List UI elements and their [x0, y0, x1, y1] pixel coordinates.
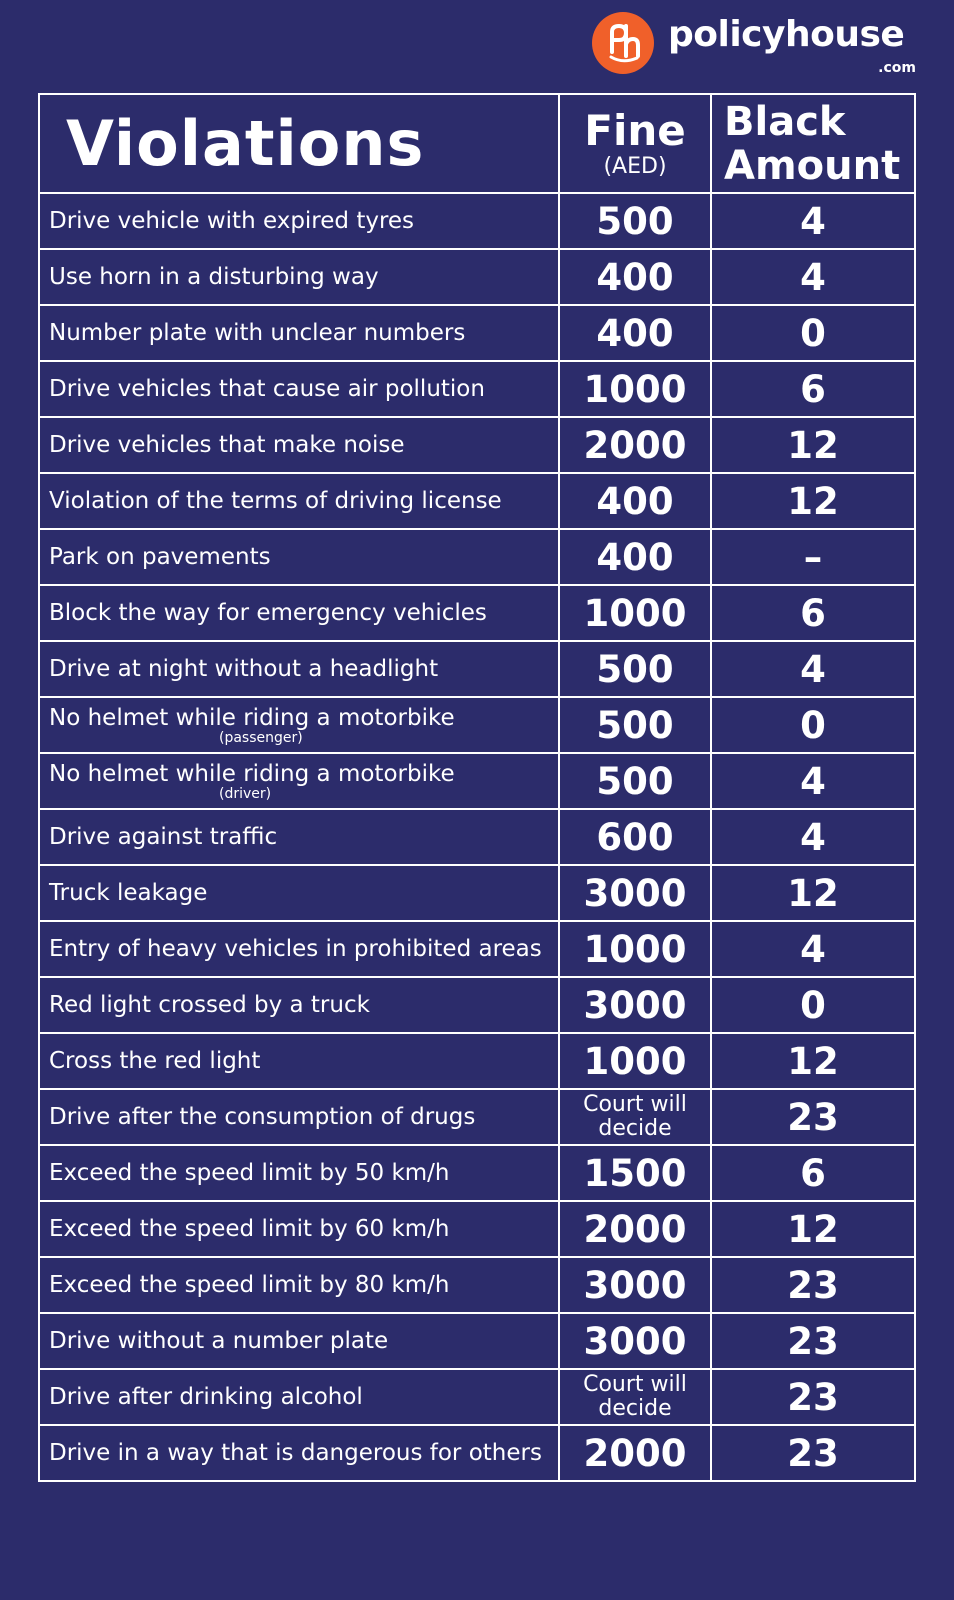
violation-text: Exceed the speed limit by 60 km/h — [49, 1216, 450, 1242]
header-black-label: Black — [724, 98, 846, 145]
black-points-cell: 0 — [711, 977, 915, 1033]
table-row — [39, 1369, 915, 1425]
black-points-cell: 12 — [711, 417, 915, 473]
violation-cell — [39, 921, 559, 977]
header-fine-label: Fine — [584, 105, 686, 155]
table-row — [39, 865, 915, 921]
violation-text: Drive vehicle with expired tyres — [49, 208, 415, 234]
table-row — [39, 1145, 915, 1201]
violation-text: Cross the red light — [49, 1048, 261, 1074]
table-row — [39, 641, 915, 697]
violation-note: (driver) — [219, 786, 272, 802]
black-points-cell: 12 — [711, 1201, 915, 1257]
violation-cell — [39, 1313, 559, 1369]
fine-cell: 1000 — [559, 1033, 711, 1089]
violation-text: Drive at night without a headlight — [49, 656, 439, 682]
fine-cell: 1000 — [559, 585, 711, 641]
black-points-cell: – — [711, 529, 915, 585]
violation-cell — [39, 249, 559, 305]
violation-text: Drive in a way that is dangerous for others — [49, 1440, 542, 1466]
black-points-cell: 23 — [711, 1425, 915, 1481]
black-points-cell: 12 — [711, 1033, 915, 1089]
fine-cell: 2000 — [559, 417, 711, 473]
black-points-cell: 23 — [711, 1313, 915, 1369]
violation-cell — [39, 641, 559, 697]
fine-cell: 400 — [559, 529, 711, 585]
black-points-cell: 4 — [711, 921, 915, 977]
fine-cell: 3000 — [559, 1257, 711, 1313]
violation-text: Drive after drinking alcohol — [49, 1384, 363, 1410]
table-row — [39, 809, 915, 865]
fine-cell: 500 — [559, 193, 711, 249]
violation-note: (passenger) — [219, 730, 303, 746]
violation-text: No helmet while riding a motorbike — [49, 705, 455, 731]
violation-cell — [39, 1425, 559, 1481]
table-row — [39, 417, 915, 473]
table-row — [39, 249, 915, 305]
violation-cell — [39, 977, 559, 1033]
black-points-cell: 4 — [711, 753, 915, 809]
black-points-cell: 4 — [711, 193, 915, 249]
table-header-row — [39, 94, 915, 193]
violation-text: Use horn in a disturbing way — [49, 264, 379, 290]
violation-cell — [39, 753, 559, 809]
header-fine — [559, 94, 711, 193]
violation-text: Drive vehicles that make noise — [49, 432, 405, 458]
violation-cell — [39, 809, 559, 865]
violation-text: Drive after the consumption of drugs — [49, 1104, 476, 1130]
violation-cell — [39, 1257, 559, 1313]
black-points-cell: 0 — [711, 697, 915, 753]
black-points-cell: 23 — [711, 1369, 915, 1425]
black-points-cell: 12 — [711, 865, 915, 921]
header-amount-label: Amount — [724, 142, 901, 189]
fine-cell: Court will decide — [559, 1369, 711, 1425]
violation-cell — [39, 585, 559, 641]
violations-table — [38, 93, 916, 1482]
fine-cell: 400 — [559, 473, 711, 529]
violation-cell — [39, 417, 559, 473]
header-violations: Violations — [39, 94, 559, 193]
table-row — [39, 1257, 915, 1313]
black-points-cell: 6 — [711, 1145, 915, 1201]
table-row — [39, 473, 915, 529]
table-row — [39, 921, 915, 977]
fine-cell: 500 — [559, 697, 711, 753]
violation-text: No helmet while riding a motorbike — [49, 761, 455, 787]
table-row — [39, 977, 915, 1033]
table-row — [39, 697, 915, 753]
black-points-cell: 23 — [711, 1257, 915, 1313]
violation-cell — [39, 1145, 559, 1201]
violation-cell — [39, 473, 559, 529]
brand-name: policyhouse — [668, 14, 905, 55]
violation-cell — [39, 1089, 559, 1145]
violation-text: Number plate with unclear numbers — [49, 320, 466, 346]
fine-cell: 1000 — [559, 921, 711, 977]
violation-cell — [39, 697, 559, 753]
table-row — [39, 1425, 915, 1481]
black-points-cell: 4 — [711, 249, 915, 305]
table-row — [39, 361, 915, 417]
table-row — [39, 585, 915, 641]
fine-cell: 3000 — [559, 865, 711, 921]
violation-cell — [39, 1033, 559, 1089]
violation-text: Drive vehicles that cause air pollution — [49, 376, 485, 402]
violation-cell — [39, 361, 559, 417]
brand-logo — [592, 10, 922, 76]
table-row — [39, 1313, 915, 1369]
violation-text: Truck leakage — [49, 880, 208, 906]
table-row — [39, 1089, 915, 1145]
violation-text: Drive against traffic — [49, 824, 278, 850]
fine-cell: 500 — [559, 753, 711, 809]
black-points-cell: 4 — [711, 809, 915, 865]
black-points-cell: 4 — [711, 641, 915, 697]
policyhouse-logo-icon — [592, 12, 654, 74]
header-fine-unit: (AED) — [603, 153, 667, 179]
table-row — [39, 529, 915, 585]
table-row — [39, 753, 915, 809]
fine-cell: 500 — [559, 641, 711, 697]
violation-text: Park on pavements — [49, 544, 271, 570]
table-row — [39, 305, 915, 361]
black-points-cell: 12 — [711, 473, 915, 529]
fine-cell: 600 — [559, 809, 711, 865]
black-points-cell: 6 — [711, 585, 915, 641]
violation-cell — [39, 1201, 559, 1257]
violation-text: Violation of the terms of driving license — [49, 488, 502, 514]
violation-text: Drive without a number plate — [49, 1328, 389, 1354]
violation-text: Block the way for emergency vehicles — [49, 600, 487, 626]
fine-cell: 2000 — [559, 1425, 711, 1481]
table-row — [39, 1201, 915, 1257]
fine-cell: 400 — [559, 249, 711, 305]
violation-text: Entry of heavy vehicles in prohibited areas — [49, 936, 542, 962]
table-row — [39, 1033, 915, 1089]
black-points-cell: 0 — [711, 305, 915, 361]
fine-cell: 1000 — [559, 361, 711, 417]
header-black-amount — [711, 94, 915, 193]
black-points-cell: 6 — [711, 361, 915, 417]
violation-text: Red light crossed by a truck — [49, 992, 370, 1018]
violation-cell — [39, 1369, 559, 1425]
black-points-cell: 23 — [711, 1089, 915, 1145]
fine-cell: 2000 — [559, 1201, 711, 1257]
violation-cell — [39, 305, 559, 361]
violation-text: Exceed the speed limit by 50 km/h — [49, 1160, 450, 1186]
fine-cell: 1500 — [559, 1145, 711, 1201]
fine-cell: Court will decide — [559, 1089, 711, 1145]
violation-cell — [39, 865, 559, 921]
violation-cell — [39, 529, 559, 585]
violation-cell — [39, 193, 559, 249]
brand-domain: .com — [878, 60, 916, 76]
fine-cell: 3000 — [559, 1313, 711, 1369]
violation-text: Exceed the speed limit by 80 km/h — [49, 1272, 450, 1298]
table-row — [39, 193, 915, 249]
fine-cell: 3000 — [559, 977, 711, 1033]
fine-cell: 400 — [559, 305, 711, 361]
